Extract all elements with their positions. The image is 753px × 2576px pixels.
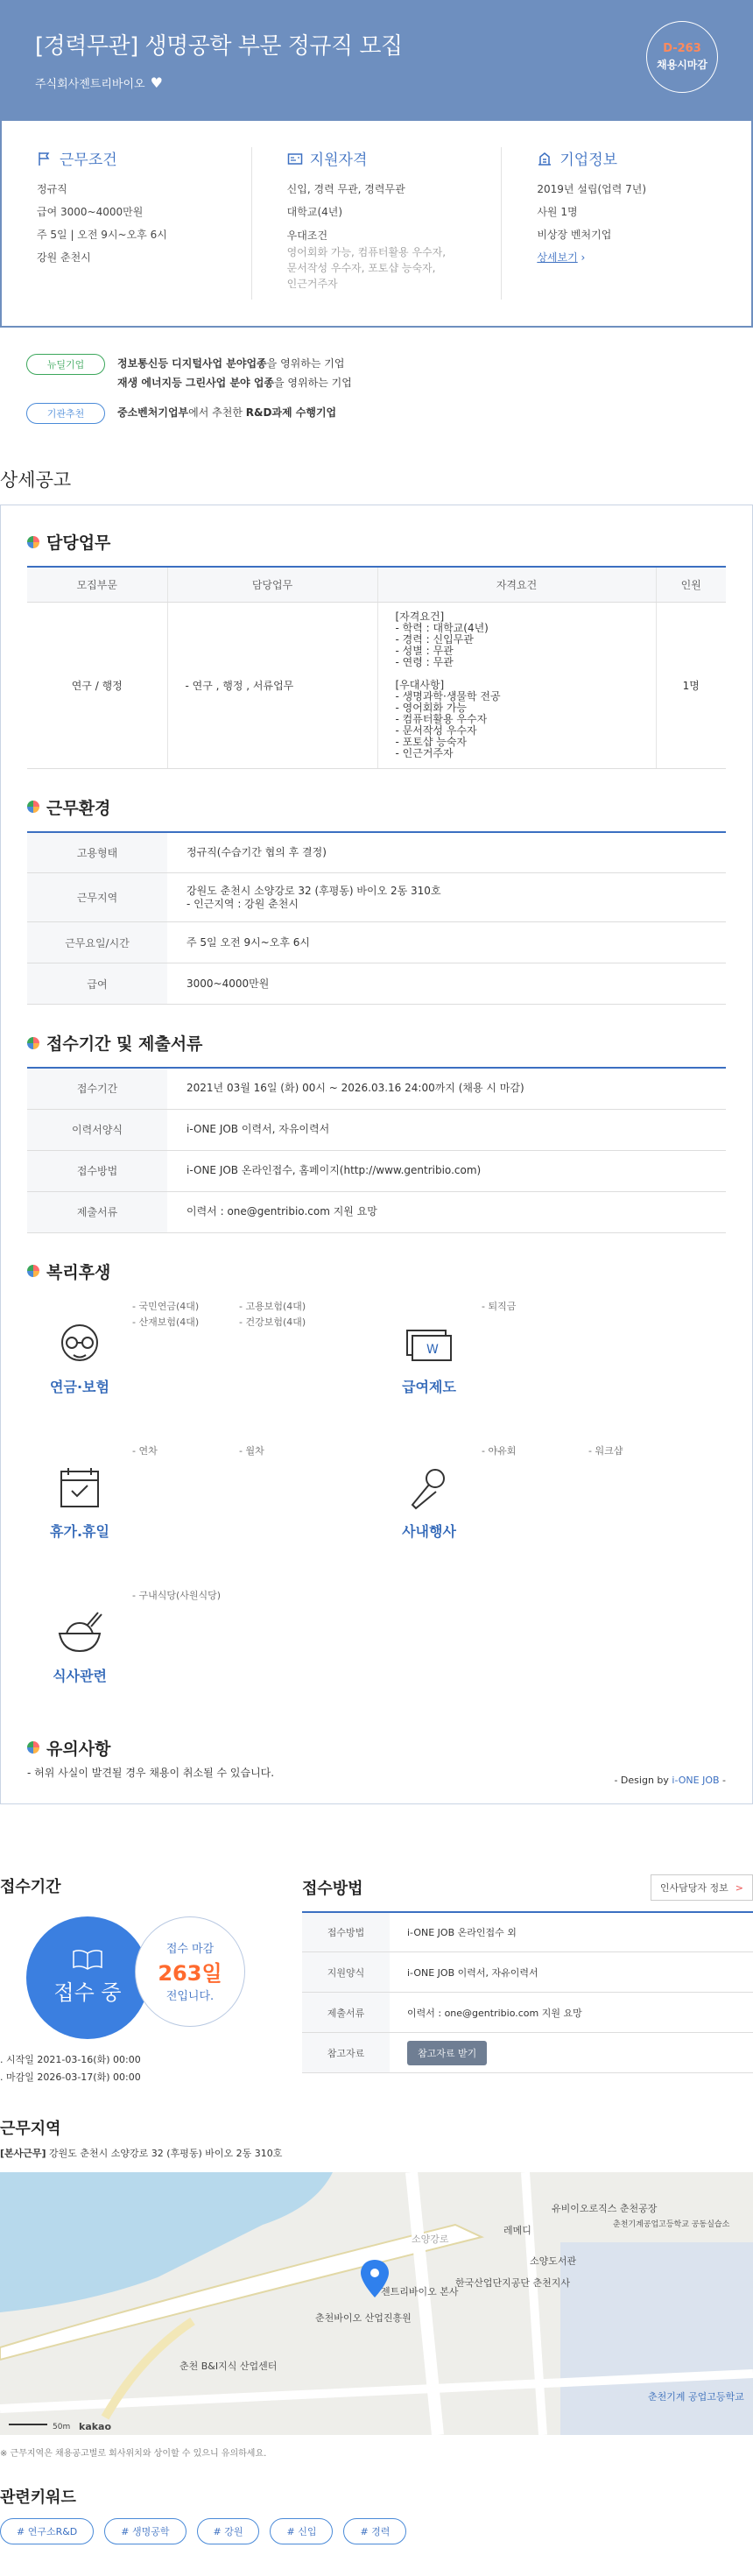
env-table xyxy=(27,831,726,1006)
table-row: 고용형태 정규직(수습기간 협의 후 결정) xyxy=(27,832,726,873)
location-title: 근무지역 xyxy=(0,2119,61,2138)
money-icon xyxy=(398,1318,460,1371)
map-label: 춘천 B&I지식 산업센터 xyxy=(179,2360,278,2372)
colored-dot-icon xyxy=(27,801,39,813)
duty-title: 담당업무 xyxy=(46,533,111,553)
method-box xyxy=(289,1874,753,2086)
summary-panel xyxy=(0,121,753,328)
welfare-name: 식사관련 xyxy=(53,1667,107,1684)
agency-recommend-badge: 기관추천 xyxy=(26,403,105,424)
notice-text: - 허위 사실이 발견될 경우 채용이 취소될 수 있습니다. xyxy=(27,1766,275,1779)
welfare-item: W 급여제도 - 퇴직금 xyxy=(376,1295,726,1440)
duty-task: - 연구 , 행정 , 서류업무 xyxy=(167,602,377,768)
period-title: 접수기간 xyxy=(0,1877,61,1896)
map-label: 춘천기계공업고등학교 공동실습소 xyxy=(613,2220,730,2229)
rice-bowl-icon xyxy=(49,1607,110,1660)
pref-line: 문서작성 우수자, 포토샵 능숙자, xyxy=(286,262,436,274)
table-row: 접수방법 i-ONE JOB 온라인접수, 홈페이지(http://www.gentribio.com) xyxy=(27,1150,726,1191)
flag-icon xyxy=(37,151,53,166)
building-icon xyxy=(537,151,552,166)
id-card-icon xyxy=(287,151,303,166)
map-canvas[interactable] xyxy=(0,2172,753,2435)
corp-line: 2019년 설립(업력 7년) xyxy=(537,183,647,195)
notice-title: 유의사항 xyxy=(46,1739,111,1759)
qualifications xyxy=(252,147,503,300)
duty-header: 모집부문 xyxy=(27,567,167,602)
posting-title: [경력무관] 생명공학 부문 정규직 모집 xyxy=(35,33,403,60)
corp-title: 기업정보 xyxy=(559,152,618,169)
apply-table xyxy=(27,1067,726,1233)
pref-line: 인근거주자 xyxy=(286,278,338,290)
heart-icon[interactable]: ♥ xyxy=(150,74,163,91)
map-label: 소양도서관 xyxy=(530,2255,577,2267)
work-line: 강원 춘천시 xyxy=(37,251,91,264)
dday-badge xyxy=(646,21,718,93)
duty-count: 1명 xyxy=(656,602,726,768)
table-row: 접수방법 i-ONE JOB 온라인접수 외 xyxy=(302,1912,753,1952)
kakao-logo: kakao xyxy=(79,2420,112,2432)
method-table xyxy=(302,1911,753,2074)
table-row: 지원양식 i-ONE JOB 이력서, 자유이력서 xyxy=(302,1952,753,1993)
colored-dot-icon xyxy=(27,1265,39,1277)
company-row xyxy=(35,74,718,91)
env-title: 근무환경 xyxy=(46,798,111,818)
pref-line: 영어회화 가능, 컴퓨터활용 우수자, xyxy=(286,246,447,258)
welfare-name: 급여제도 xyxy=(402,1378,456,1395)
duty-header: 인원 xyxy=(656,567,726,602)
qual-line: 신입, 경력 무관, 경력무관 xyxy=(286,183,405,195)
duty-requirements: [자격요건] - 학력 : 대학교(4년) - 경력 : 신입무관 - 성별 : 무관 - 연령 : 무관 [우대사항] - 생명과학·생물학 전공 - 영어회화 가능 - 컴퓨터활용 우수자 - 문서작성 우수자 - 포토샵 능숙자 - 인근거주자 xyxy=(377,602,656,768)
duty-table xyxy=(27,566,726,769)
detail-section-title: 상세공고 xyxy=(0,469,72,490)
microphone-icon xyxy=(398,1463,460,1515)
duty-header: 자격요건 xyxy=(377,567,656,602)
work-conditions xyxy=(2,147,252,300)
work-title: 근무조건 xyxy=(60,152,117,169)
keyword-tag[interactable]: # 생명공학 xyxy=(104,2518,186,2544)
map-label: 유비이오로직스 춘천공장 xyxy=(552,2202,658,2214)
table-row: 근무지역 강원도 춘천시 소양강로 32 (후평동) 바이오 2동 310호 - 인근지역 : 강원 춘천시 xyxy=(27,873,726,922)
welfare-title: 복리후생 xyxy=(46,1262,111,1282)
map[interactable] xyxy=(0,2172,753,2435)
certification-badges xyxy=(0,328,753,443)
chevron-right-icon: › xyxy=(581,251,586,264)
duty-header: 담당업무 xyxy=(167,567,377,602)
qual-line: 대학교(4년) xyxy=(286,206,343,218)
keywords-title: 관련키워드 xyxy=(0,2488,76,2507)
badge-row: 기관추천 중소벤처기업부에서 추천한 R&D과제 수행기업 xyxy=(26,403,727,424)
map-scale-label: 50m xyxy=(53,2422,71,2431)
map-label: 젠트리바이오 본사 xyxy=(381,2285,459,2297)
detail-panel xyxy=(0,505,753,1804)
map-label: 춘천바이오 산업진흥원 xyxy=(315,2311,412,2324)
remain-days: 263일 xyxy=(158,1961,222,1986)
keyword-tag[interactable]: # 강원 xyxy=(197,2518,260,2544)
company-name[interactable]: 주식회사젠트리바이오 xyxy=(35,78,145,91)
pref-label: 우대조건 xyxy=(286,229,328,242)
badge-row: 뉴딜기업 정보통신등 디지털사업 분야업종을 영위하는 기업 재생 에너지등 그린사업 분야 업종을 영위하는 기업 xyxy=(26,354,727,392)
location-address: [본사근무] 강원도 춘천시 소양강로 32 (후평동) 바이오 2동 310호 xyxy=(0,2147,283,2159)
keyword-tag[interactable]: # 연구소R&D xyxy=(0,2518,94,2544)
table-row: 근무요일/시간 주 5일 오전 9시~오후 6시 xyxy=(27,922,726,963)
glasses-face-icon xyxy=(49,1318,110,1371)
welfare-name: 휴가.휴일 xyxy=(50,1522,109,1540)
welfare-item: 휴가.휴일 - 연차 - 월차 xyxy=(50,1444,264,1540)
method-title: 접수방법 xyxy=(302,1879,363,1898)
keyword-tag[interactable]: # 경력 xyxy=(343,2518,406,2544)
chevron-right-icon: > xyxy=(735,1881,743,1894)
corp-line: 사원 1명 xyxy=(537,206,578,218)
welfare-name: 사내행사 xyxy=(402,1522,456,1540)
work-line: 정규직 xyxy=(37,183,67,195)
period-box: 접수기간 접수 중 접수 마감 263일 전입니다. . 시작일 2021-03-16(화) 00:00 . 마감일 2026-03-17(화) 00:00 xyxy=(0,1874,289,2086)
status-circle xyxy=(26,1916,149,2039)
map-label: 소양강로 xyxy=(412,2233,449,2245)
status-text: 접수 중 xyxy=(53,1980,122,2005)
remain-circle: 접수 마감 263일 전입니다. xyxy=(135,1916,245,2027)
start-date: 시작일 2021-03-16(화) 00:00 xyxy=(6,2053,141,2065)
welfare-item: 사내행사 - 야유회 - 워크샵 xyxy=(376,1440,726,1584)
colored-dot-icon xyxy=(27,1037,39,1049)
table-row: 참고자료 참고자료 받기 xyxy=(302,2033,753,2073)
download-reference-button[interactable]: 참고자료 받기 xyxy=(407,2041,487,2065)
map-label: 한국산업단지공단 춘천지사 xyxy=(455,2276,571,2289)
welfare-item: 연금·보험 - 국민연금(4대) - 고용보험(4대) - 산재보험(4대) - 건강보험(4대) xyxy=(50,1300,306,1395)
table-row: 접수기간 2021년 03월 16일 (화) 00시 ~ 2026.03.16 24:00까지 (채용 시 마감) xyxy=(27,1068,726,1109)
location-section xyxy=(0,2116,753,2459)
apply-summary xyxy=(0,1874,753,2086)
svg-text:W: W xyxy=(426,1342,439,1357)
map-label: 춘천기계 공업고등학교 xyxy=(648,2390,744,2403)
duty-part: 연구 / 행정 xyxy=(27,602,167,768)
newdeal-badge: 뉴딜기업 xyxy=(26,354,105,375)
keyword-tag[interactable]: # 신입 xyxy=(270,2518,333,2544)
calendar-icon xyxy=(49,1463,110,1515)
location-note: ※ 근무지역은 채용공고별로 회사위치와 상이할 수 있으니 유의하세요. xyxy=(0,2448,267,2459)
table-row: 이력서양식 i-ONE JOB 이력서, 자유이력서 xyxy=(27,1109,726,1150)
colored-dot-icon xyxy=(27,1741,39,1754)
map-label: 레메디 xyxy=(503,2224,531,2236)
company-info xyxy=(502,147,751,300)
end-date: 마감일 2026-03-17(화) 00:00 xyxy=(6,2071,141,2083)
table-row: 제출서류 이력서 : one@gentribio.com 지원 요망 xyxy=(302,1993,753,2033)
welfare-name: 연금·보험 xyxy=(50,1378,109,1395)
keywords-section xyxy=(0,2485,753,2544)
dday-count: D-263 xyxy=(663,42,701,55)
open-book-icon xyxy=(72,1949,103,1970)
corp-line: 비상장 벤처기업 xyxy=(537,229,612,241)
design-by: - Design by i-ONE JOB - xyxy=(614,1774,726,1786)
table-row: 제출서류 이력서 : one@gentribio.com 지원 요망 xyxy=(27,1191,726,1232)
welfare-grid xyxy=(27,1295,726,1729)
welfare-item: 식사관련 - 구내식당(사원식당) xyxy=(27,1584,376,1729)
hr-contact-button[interactable]: 인사담당자 정보 > xyxy=(651,1874,753,1901)
qual-title: 지원자격 xyxy=(309,152,368,169)
corp-detail-link[interactable]: 상세보기 xyxy=(537,251,578,264)
posting-header xyxy=(0,0,753,121)
table-row xyxy=(27,602,726,768)
table-row: 급여 3000~4000만원 xyxy=(27,963,726,1005)
colored-dot-icon xyxy=(27,536,39,548)
apply-title: 접수기간 및 제출서류 xyxy=(46,1034,203,1054)
work-line: 주 5일 | 오전 9시~오후 6시 xyxy=(37,229,167,241)
dday-label: 채용시마감 xyxy=(657,59,707,71)
work-line: 급여 3000~4000만원 xyxy=(37,206,144,218)
